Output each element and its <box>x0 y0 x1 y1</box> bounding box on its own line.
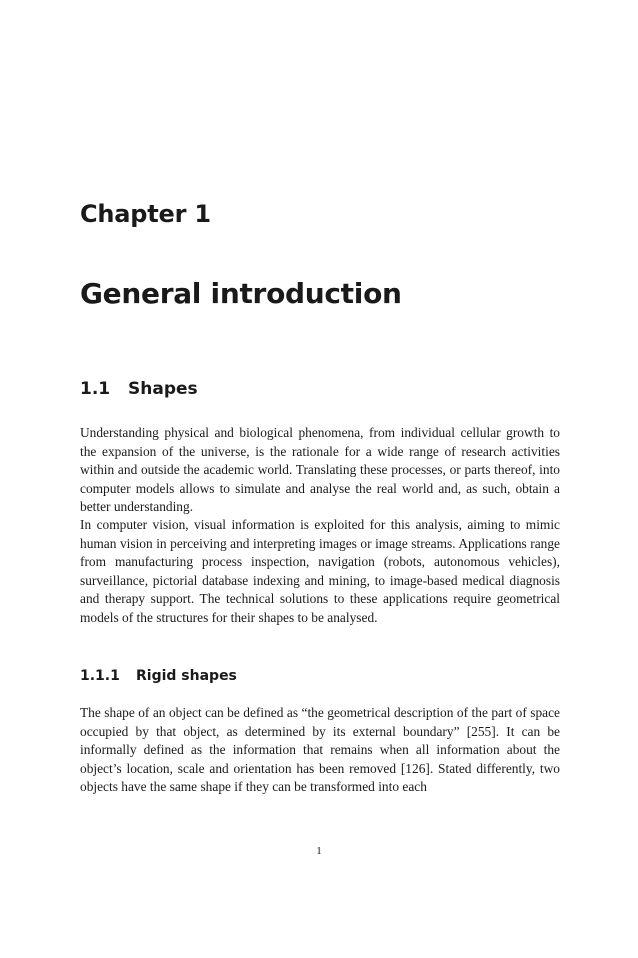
section-heading <box>80 377 198 401</box>
chapter-title: General introduction <box>80 277 402 310</box>
section-number: 1.1 <box>80 379 111 399</box>
chapter-label: Chapter 1 <box>80 200 211 228</box>
body-paragraph: The shape of an object can be defined as “the geometrical description of the part of space occupied by that object, as determined by its external boundary” [255]. It can be informally defined as the information that remains when all information about the object’s location, scale and orientation has been removed [126]. Stated differently, two objects have the same shape if they can be transformed into each <box>80 705 560 795</box>
subsection-title: Rigid shapes <box>136 668 237 684</box>
subsection-number: 1.1.1 <box>80 668 120 684</box>
section-title: Shapes <box>128 379 198 399</box>
page-number: 1 <box>316 845 322 857</box>
subsection-heading <box>80 666 237 686</box>
body-paragraph: Understanding physical and biological phenomena, from individual cellular growth to the expansion of the universe, is the rationale for a wide range of research activities within and outside the academic world. Translating these processes, or parts thereof, into computer models allows to simulate and analyse the real world and, as such, obtain a better understanding. <box>80 425 560 515</box>
body-paragraph: In computer vision, visual information is exploited for this analysis, aiming to mimic human vision in perceiving and interpreting images or image streams. Applications range from manufacturing process inspection, navigation (robots, autonomous vehicles), surveillance, pictorial database indexing and mining, to image-based medical diagnosis and therapy support. The technical solutions to these applications require geometrical models of the structures for their shapes to be analysed. <box>80 517 560 625</box>
